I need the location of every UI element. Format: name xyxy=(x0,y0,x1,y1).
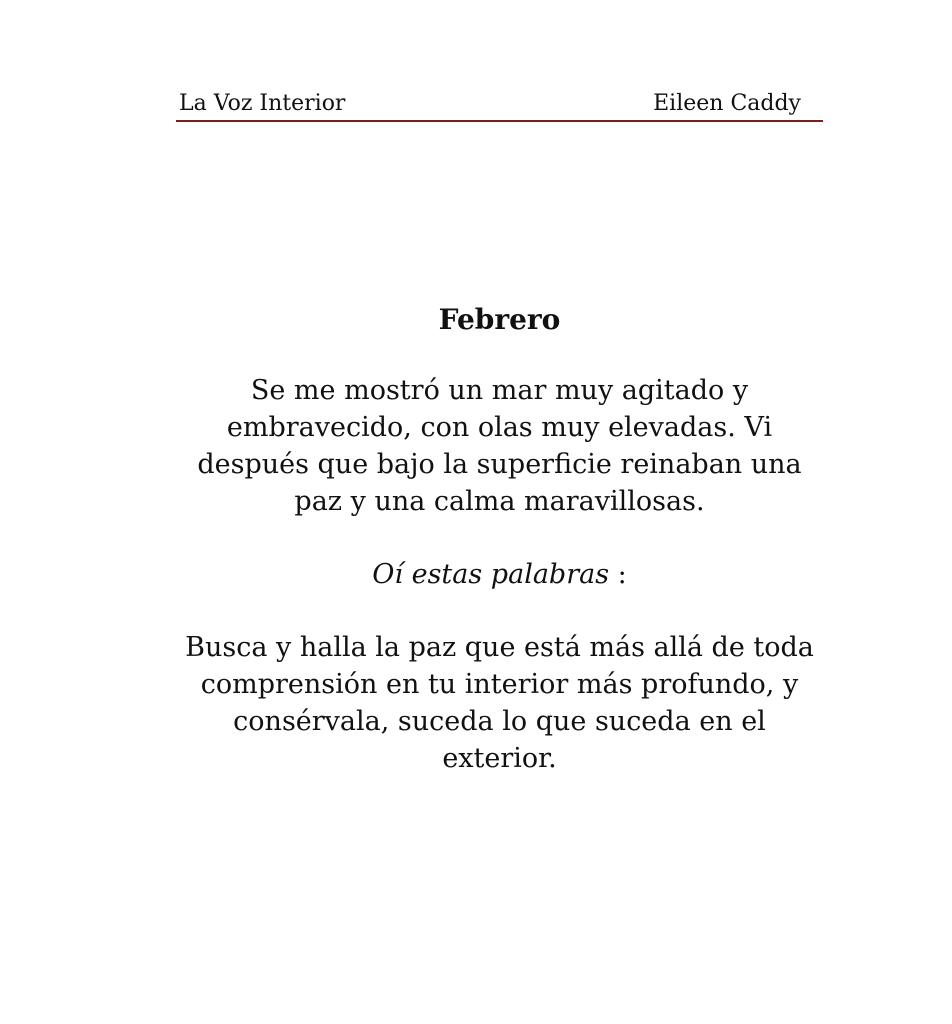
heard-words-italic: Oí estas palabras xyxy=(372,559,610,590)
heard-words-line xyxy=(176,556,823,593)
author-name: Eileen Caddy xyxy=(653,91,801,116)
book-title: La Voz Interior xyxy=(179,91,346,116)
heard-words-suffix: : xyxy=(609,559,627,590)
vision-paragraph: Se me mostró un mar muy agitado y embravecido, con olas muy elevadas. Vi después que bajo la superficie reinaban una paz y una calma maravillosas. xyxy=(197,375,802,517)
entry-content xyxy=(176,300,823,813)
running-header xyxy=(176,88,823,122)
month-title: Febrero xyxy=(438,303,561,336)
message-paragraph: Busca y halla la paz que está más allá de toda comprensión en tu interior más profundo, y consérvala, suceda lo que suceda en el exterior. xyxy=(185,632,814,774)
